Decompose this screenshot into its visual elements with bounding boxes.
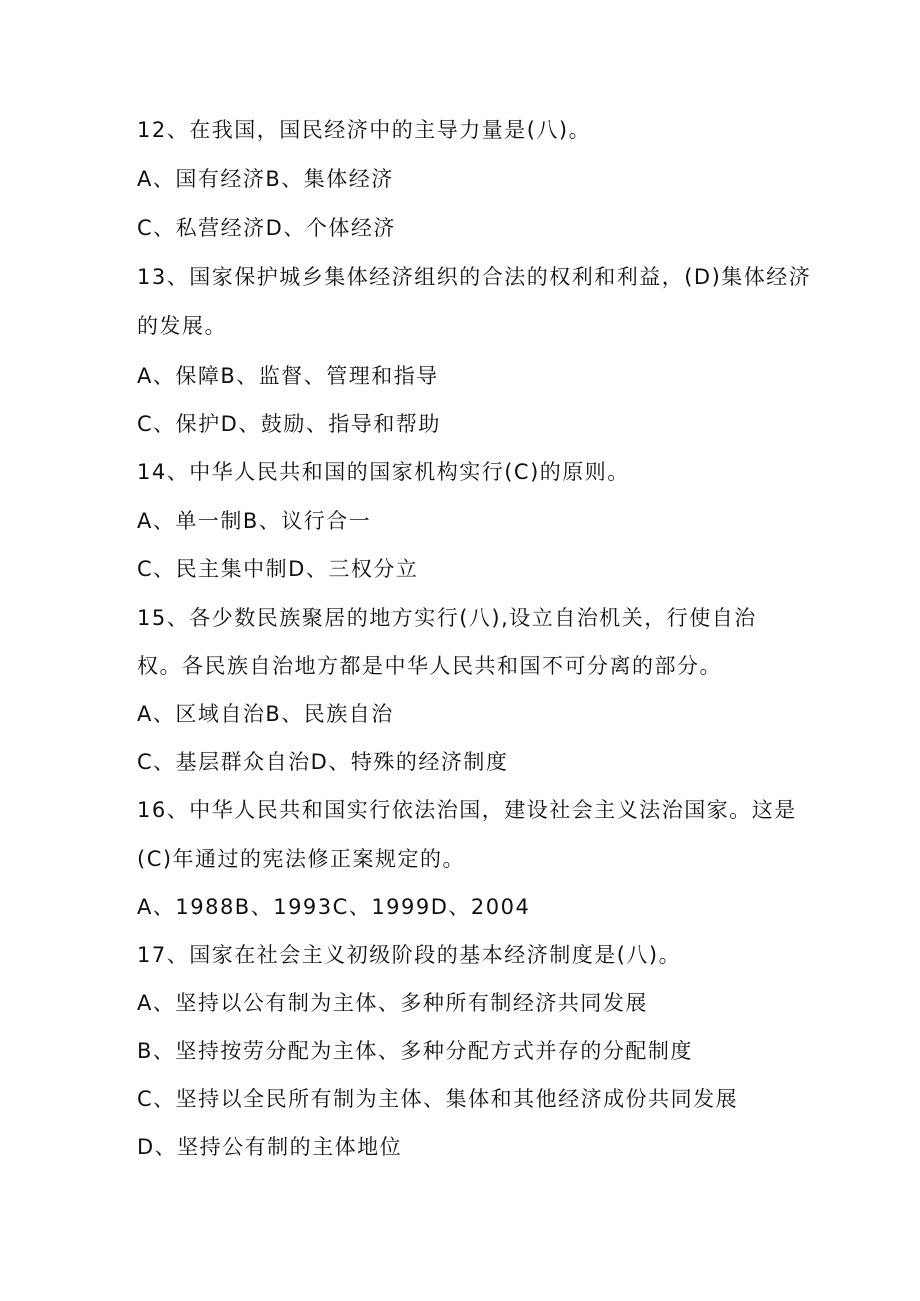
question-14-stem: 14、中华人民共和国的国家机构实行(C)的原则。 <box>137 460 630 484</box>
question-16-options: A、1988B、1993C、1999D、2004 <box>137 895 531 919</box>
question-13-options-ab: A、保障B、监督、管理和指导 <box>137 364 439 388</box>
question-17-stem: 17、国家在社会主义初级阶段的基本经济制度是(八)。 <box>137 943 682 967</box>
question-13-stem: 13、国家保护城乡集体经济组织的合法的权利和利益，(D)集体经济 <box>137 265 812 289</box>
question-12-stem: 12、在我国，国民经济中的主导力量是(八)。 <box>137 118 592 142</box>
question-15-stem: 15、各少数民族聚居的地方实行(八),设立自治机关，行使自治 <box>137 606 757 630</box>
question-15-options-cd: C、基层群众自治D、特殊的经济制度 <box>137 750 509 774</box>
question-17-option-a: A、坚持以公有制为主体、多种所有制经济共同发展 <box>137 991 648 1015</box>
question-15-options-ab: A、区域自治B、民族自治 <box>137 702 394 726</box>
question-12-options-cd: C、私营经济D、个体经济 <box>137 216 396 240</box>
question-13-stem-continued: 的发展。 <box>137 314 227 338</box>
question-13-options-cd: C、保护D、鼓励、指导和帮助 <box>137 412 441 436</box>
question-15-stem-continued: 权。各民族自治地方都是中华人民共和国不可分离的部分。 <box>137 654 722 678</box>
question-14-options-ab: A、单一制B、议行合一 <box>137 509 372 533</box>
question-16-stem-continued: (C)年通过的宪法修正案规定的。 <box>137 847 466 871</box>
question-16-stem: 16、中华人民共和国实行依法治国，建设社会主义法治国家。这是 <box>137 798 797 822</box>
question-17-option-b: B、坚持按劳分配为主体、多种分配方式并存的分配制度 <box>137 1039 693 1063</box>
question-17-option-d: D、坚持公有制的主体地位 <box>137 1135 403 1159</box>
question-17-option-c: C、坚持以全民所有制为主体、集体和其他经济成份共同发展 <box>137 1087 739 1111</box>
question-12-options-ab: A、国有经济B、集体经济 <box>137 167 394 191</box>
question-14-options-cd: C、民主集中制D、三权分立 <box>137 557 419 581</box>
